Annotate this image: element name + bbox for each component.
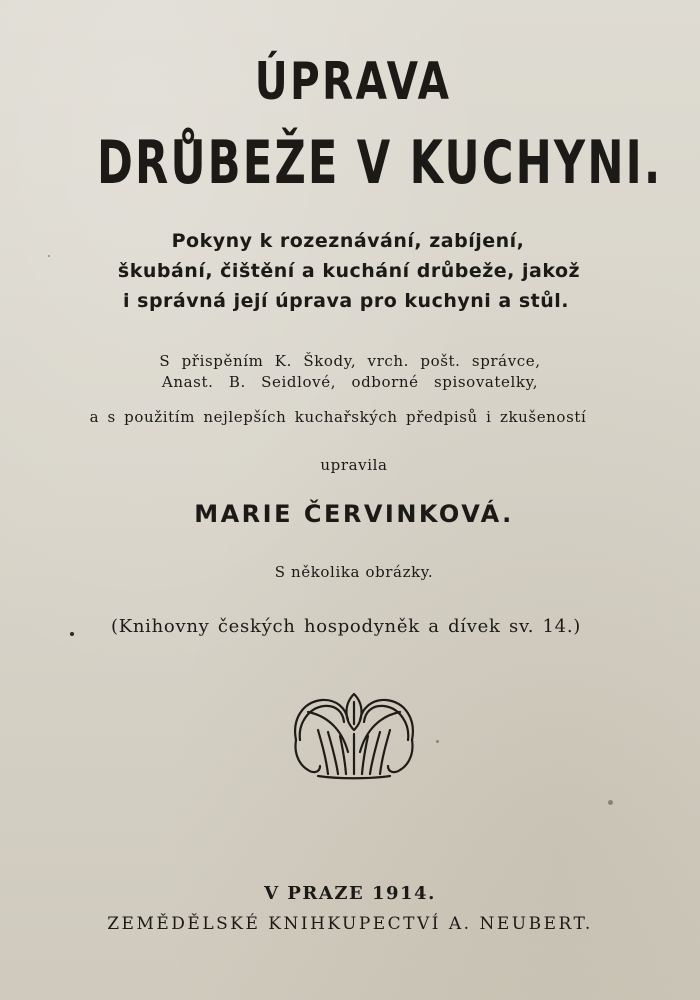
series-note: (Knihovny českých hospodyněk a dívek sv. 14.)	[111, 616, 581, 637]
imprint-place-year: V PRAZE 1914.	[264, 883, 436, 904]
credit-line-2: Anast. B. Seidlové, odborné spisovatelky,	[161, 373, 539, 391]
illustrations-note: S několika obrázky.	[274, 563, 434, 581]
subtitle-line-3: i správná její úprava pro kuchyni a stůl.	[123, 290, 569, 312]
edited-by-label: upravila	[320, 456, 388, 474]
subtitle-line-1: Pokyny k rozeznávání, zabíjení,	[171, 230, 525, 252]
subtitle-line-2: škubání, čištění a kuchání drůbeže, jakož	[117, 260, 581, 282]
credit-line-3: a s použitím nejlepších kuchařských předpisů i zkušeností	[89, 408, 587, 426]
title-line-1: ÚPRAVA	[254, 52, 452, 112]
paper-speck	[48, 255, 50, 257]
paper-speck	[436, 740, 439, 743]
credit-line-1: S přispěním K. Škody, vrch. pošt. správce,	[159, 352, 541, 370]
title-line-2: DRŮBEŽE V KUCHYNI.	[96, 128, 663, 198]
author-name: MARIE ČERVINKOVÁ.	[194, 500, 514, 528]
art-nouveau-floral-ornament-icon	[288, 690, 420, 782]
paper-speck	[608, 800, 613, 805]
imprint-publisher: ZEMĚDĚLSKÉ KNIHKUPECTVÍ A. NEUBERT.	[107, 914, 593, 934]
